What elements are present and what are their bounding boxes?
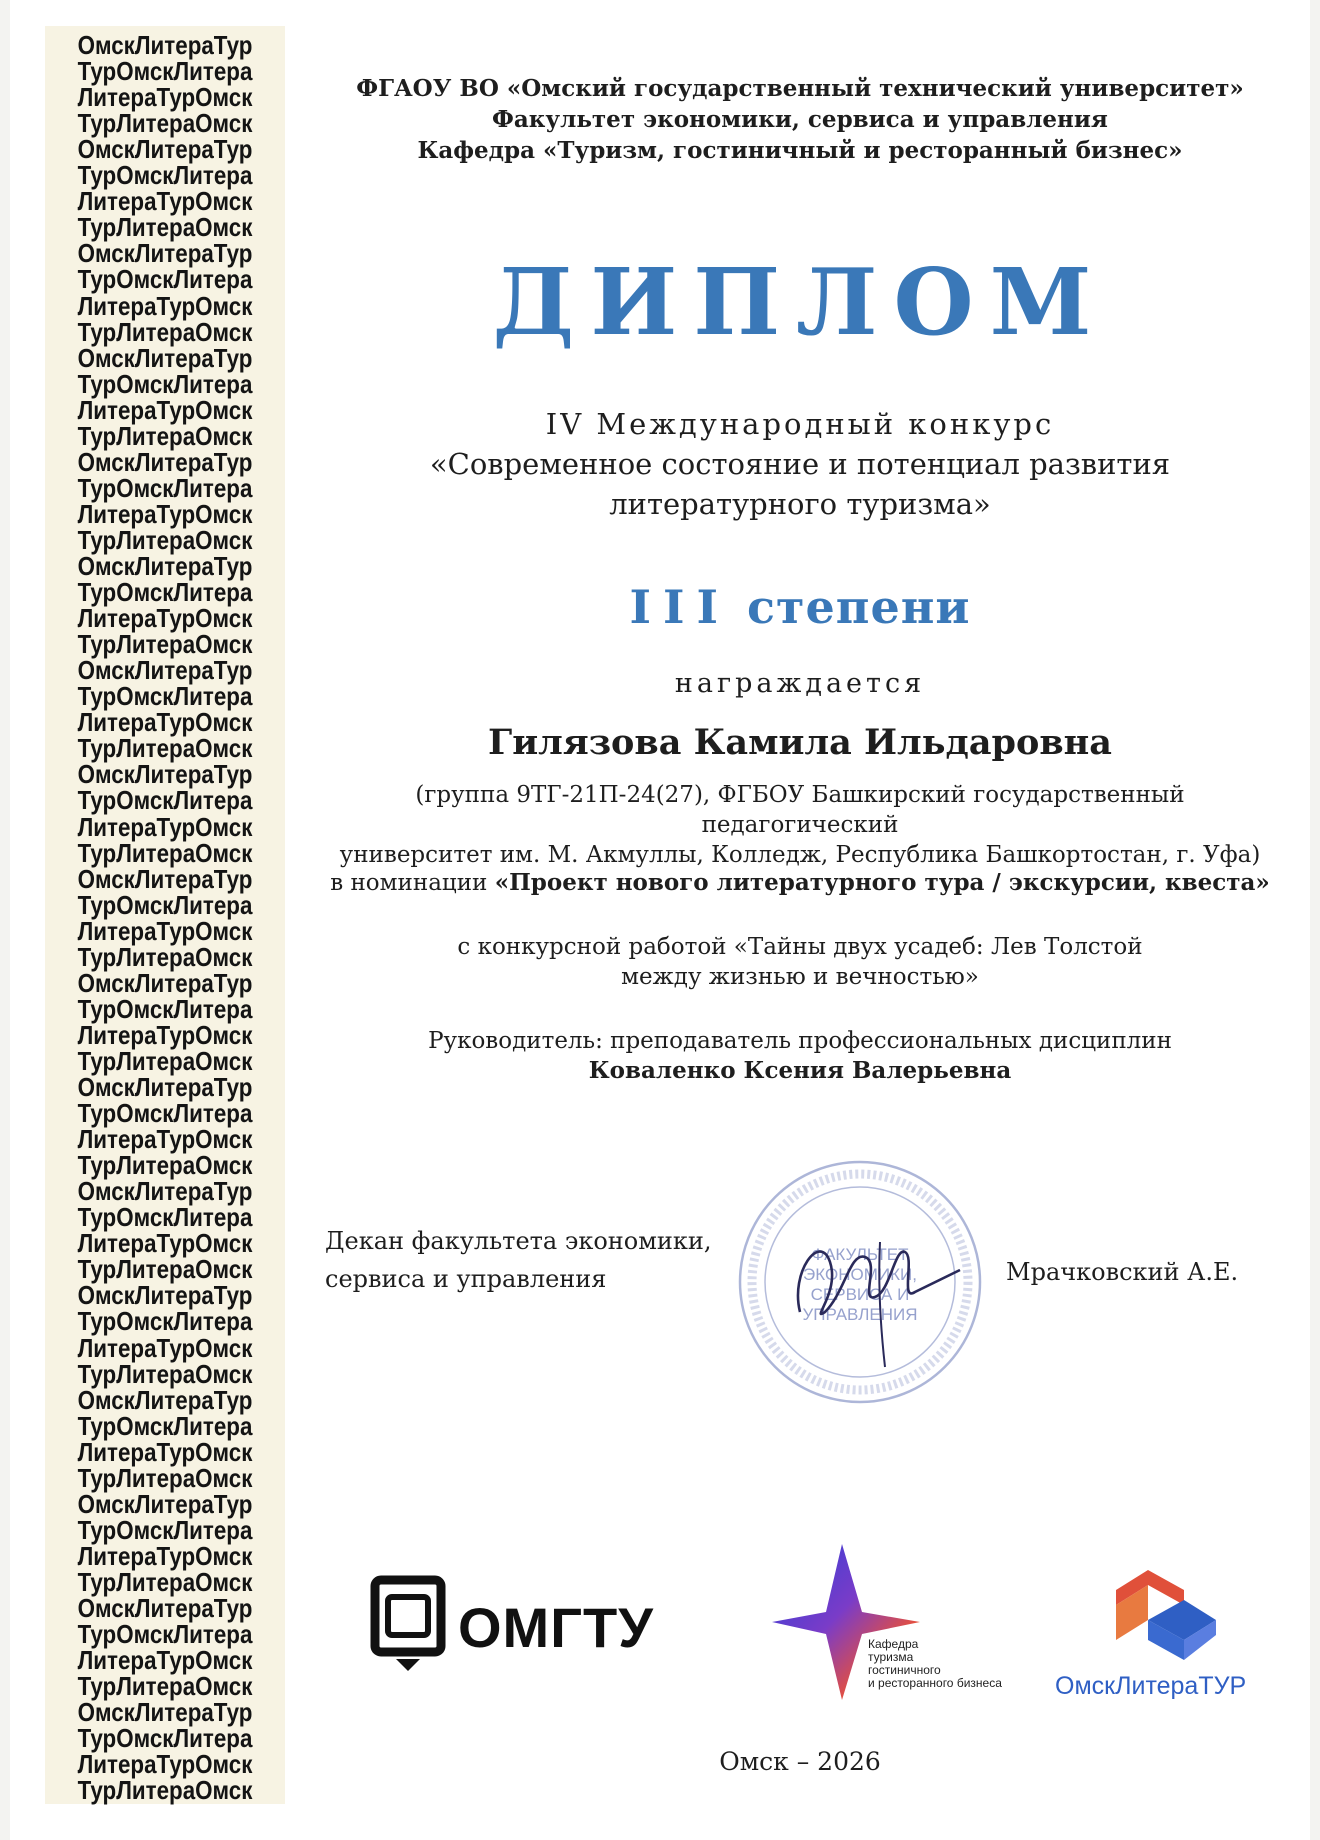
- kafedra-logo-text: [868, 1638, 1002, 1690]
- strip-line: ТурОмскЛитера: [77, 1098, 253, 1129]
- strip-line: ЛитераТурОмск: [77, 1645, 253, 1676]
- strip-line: ТурОмскЛитера: [77, 681, 253, 712]
- strip-line: ОмскЛитераТур: [77, 759, 253, 790]
- strip-line: ТурОмскЛитера: [77, 577, 253, 608]
- strip-line: ТурОмскЛитера: [77, 368, 253, 399]
- degree-word: степени: [747, 580, 971, 634]
- strip-line: ТурОмскЛитера: [77, 160, 253, 191]
- strip-line: ТурЛитераОмск: [77, 1254, 253, 1285]
- strip-line: ОмскЛитераТур: [77, 238, 253, 269]
- strip-line: ОмскЛитераТур: [77, 967, 253, 998]
- strip-line: ЛитераТурОмск: [77, 1540, 253, 1571]
- strip-line: ТурЛитераОмск: [77, 1566, 253, 1597]
- recipient-name: Гилязова Камила Ильдаровна: [488, 722, 1112, 763]
- strip-line: ТурЛитераОмск: [77, 316, 253, 347]
- strip-line: ЛитераТурОмск: [77, 1436, 253, 1467]
- strip-line: ТурЛитераОмск: [77, 1462, 253, 1493]
- strip-line: ОмскЛитераТур: [77, 1280, 253, 1311]
- strip-line: ЛитераТурОмск: [77, 186, 253, 217]
- strip-line: ЛитераТурОмск: [77, 707, 253, 738]
- strip-line: ОмскЛитераТур: [77, 1488, 253, 1519]
- omgtu-logo: [370, 1575, 670, 1675]
- kafedra-logo: [770, 1542, 1040, 1702]
- strip-line: ТурОмскЛитера: [77, 785, 253, 816]
- nomination-title: «Проект нового литературного тура / экскурсии, квеста»: [494, 869, 1270, 896]
- strip-line: ЛитераТурОмск: [77, 82, 253, 113]
- affiliation-line2: университет им. М. Акмуллы, Колледж, Республика Башкортостан, г. Уфа): [339, 842, 1261, 868]
- strip-line: ТурЛитераОмск: [77, 629, 253, 660]
- strip-line: ТурОмскЛитера: [77, 1723, 253, 1754]
- dean-title: [325, 1222, 712, 1298]
- strip-line: ЛитераТурОмск: [77, 915, 253, 946]
- strip-line: ОмскЛитераТур: [77, 30, 253, 60]
- supervisor-name: Коваленко Ксения Валерьевна: [588, 1057, 1012, 1084]
- degree-roman: III: [629, 580, 731, 634]
- strip-line: ЛитераТурОмск: [77, 290, 253, 321]
- strip-line: ТурОмскЛитера: [77, 472, 253, 503]
- strip-line: ЛитераТурОмск: [77, 498, 253, 529]
- strip-line: ЛитераТурОмск: [77, 603, 253, 634]
- dean-title-line1: Декан факультета экономики,: [325, 1227, 712, 1255]
- strip-line: ЛитераТурОмск: [77, 1019, 253, 1050]
- strip-line: ОмскЛитераТур: [77, 863, 253, 894]
- strip-line: ТурОмскЛитера: [77, 264, 253, 295]
- strip-line: ОмскЛитераТур: [77, 342, 253, 373]
- strip-line: ТурОмскЛитера: [77, 889, 253, 920]
- strip-line: ТурОмскЛитера: [77, 1619, 253, 1650]
- strip-line: ОмскЛитераТур: [77, 134, 253, 165]
- strip-line: ТурЛитераОмск: [77, 941, 253, 972]
- strip-line: ТурЛитераОмск: [77, 1671, 253, 1702]
- strip-line: ТурЛитераОмск: [77, 420, 253, 451]
- strip-line: ТурЛитераОмск: [77, 1150, 253, 1181]
- strip-line: ТурОмскЛитера: [77, 1410, 253, 1441]
- strip-line: ТурЛитераОмск: [77, 1045, 253, 1076]
- footer-city-year: Омск – 2026: [719, 1747, 881, 1776]
- strip-line: ОмскЛитераТур: [77, 551, 253, 581]
- nomination-line: [330, 868, 1270, 898]
- contest-theme-line2: литературного туризма»: [609, 487, 991, 521]
- work-block: [330, 932, 1270, 992]
- strip-line: ТурЛитераОмск: [77, 733, 253, 764]
- strip-line: ТурОмскЛитера: [77, 56, 253, 87]
- strip-line: ТурЛитераОмск: [77, 837, 253, 868]
- strip-line: ЛитераТурОмск: [77, 1332, 253, 1363]
- strip-line: ТурОмскЛитера: [77, 1514, 253, 1545]
- strip-line: ЛитераТурОмск: [77, 1228, 253, 1259]
- strip-line: ТурЛитераОмск: [77, 108, 253, 139]
- header-faculty: Факультет экономики, сервиса и управления: [492, 106, 1108, 133]
- strip-line: ТурЛитераОмск: [77, 1775, 253, 1806]
- strip-line: ОмскЛитераТур: [77, 1697, 253, 1728]
- strip-line: ТурОмскЛитера: [77, 1202, 253, 1233]
- supervisor-role: Руководитель: преподаватель профессиональных дисциплин: [428, 1028, 1172, 1054]
- kafedra-text-line2: туризма: [868, 1650, 914, 1664]
- strip-line: ТурОмскЛитера: [77, 993, 253, 1024]
- affiliation-line1: (группа 9ТГ-21П-24(27), ФГБОУ Башкирский государственный педагогический: [415, 782, 1185, 838]
- svg-text:ЭКОНОМИКИ,: ЭКОНОМИКИ,: [803, 1265, 917, 1284]
- svg-text:ФАКУЛЬТЕТ: ФАКУЛЬТЕТ: [811, 1245, 909, 1264]
- header-department: Кафедра «Туризм, гостиничный и ресторанный бизнес»: [417, 137, 1183, 164]
- strip-line: ОмскЛитераТур: [77, 1176, 253, 1207]
- side-ornament-strip: [45, 26, 285, 1804]
- strip-line: ОмскЛитераТур: [77, 1072, 253, 1102]
- contest-theme-line1: «Современное состояние и потенциал развития: [429, 447, 1171, 481]
- official-stamp: [730, 1152, 990, 1412]
- omsklitera-logo: [1050, 1560, 1270, 1710]
- svg-text:СЕРВИСА И: СЕРВИСА И: [810, 1285, 910, 1304]
- strip-line: ЛитераТурОмск: [77, 1749, 253, 1780]
- strip-line: ОмскЛитераТур: [77, 1384, 253, 1415]
- strip-line: ЛитераТурОмск: [77, 811, 253, 842]
- kafedra-text-line1: Кафедра: [868, 1637, 919, 1651]
- work-line1: с конкурсной работой «Тайны двух усадеб: Лев Толстой: [457, 934, 1143, 960]
- omgtu-emblem-icon: [370, 1575, 450, 1675]
- dean-name: Мрачковский А.Е.: [1006, 1258, 1239, 1286]
- awarded-label: награждается: [674, 668, 926, 699]
- strip-line: ОмскЛитераТур: [77, 446, 253, 477]
- strip-line: ЛитераТурОмск: [77, 1124, 253, 1155]
- omgtu-logo-text: ОМГТУ: [458, 1596, 654, 1659]
- strip-line: ТурОмскЛитера: [77, 1306, 253, 1337]
- omsklitera-logo-text: ОмскЛитераТУР: [1055, 1672, 1247, 1700]
- header-university: ФГАОУ ВО «Омский государственный технический университет»: [356, 75, 1244, 102]
- work-line2: между жизнью и вечностью»: [621, 964, 979, 990]
- strip-line: ТурЛитераОмск: [77, 524, 253, 555]
- strip-line: ЛитераТурОмск: [77, 394, 253, 425]
- degree-heading: [330, 580, 1270, 634]
- contest-name: IV Международный конкурс: [545, 407, 1055, 441]
- kafedra-text-line3: гостиничного: [868, 1663, 941, 1677]
- supervisor-block: [330, 1026, 1270, 1086]
- strip-line: ОмскЛитераТур: [77, 1593, 253, 1623]
- header-block: [330, 73, 1270, 166]
- omsklitera-emblem-icon: [1100, 1560, 1220, 1670]
- recipient-affiliation: [330, 780, 1270, 870]
- strip-line: ОмскЛитераТур: [77, 655, 253, 686]
- dean-title-line2: сервиса и управления: [325, 1265, 607, 1293]
- diploma-sheet: [10, 0, 1310, 1840]
- kafedra-text-line4: и ресторанного бизнеса: [868, 1676, 1002, 1690]
- strip-line: ТурЛитераОмск: [77, 1358, 253, 1389]
- contest-block: [330, 404, 1270, 524]
- strip-line: ТурЛитераОмск: [77, 212, 253, 243]
- nomination-prefix: в номинации: [330, 870, 488, 896]
- svg-text:УПРАВЛЕНИЯ: УПРАВЛЕНИЯ: [802, 1305, 918, 1324]
- diploma-title: ДИПЛОМ: [492, 248, 1108, 356]
